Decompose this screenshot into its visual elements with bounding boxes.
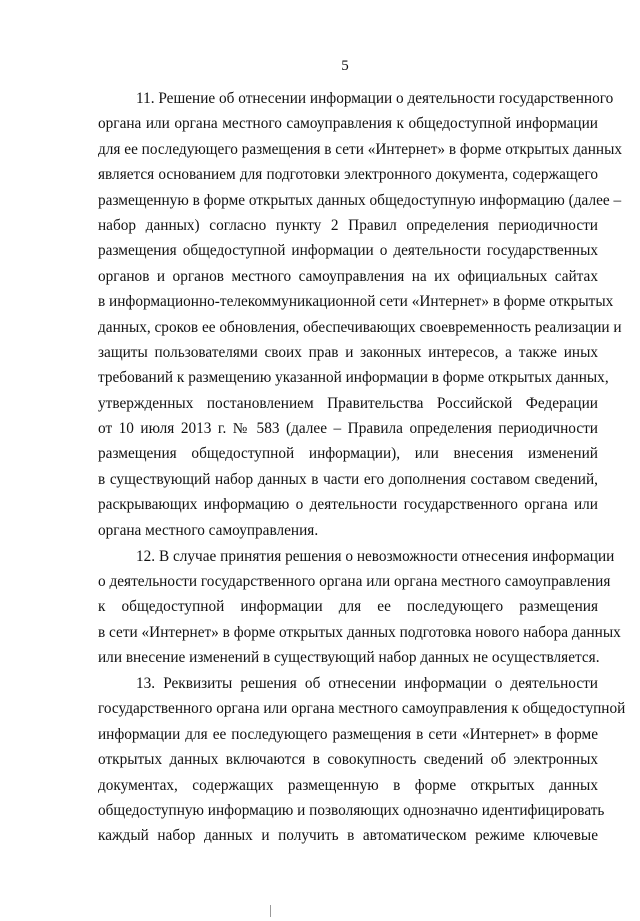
text-line: общедоступную информацию и позволяющих однозначно идентифицировать — [98, 801, 605, 819]
text-line: о деятельности государственного органа или органа местного самоуправления — [98, 572, 611, 590]
text-line: в информационно-телекоммуникационной сети «Интернет» в форме открытых — [98, 293, 614, 311]
text-line: документах, содержащих размещенную в форме открытых данных — [98, 776, 598, 794]
paragraph — [98, 86, 622, 543]
text-line: в сети «Интернет» в форме открытых данных подготовка нового набора данных — [98, 623, 621, 641]
text-line: является основанием для подготовки электронного документа, содержащего — [98, 166, 598, 184]
text-line: открытых данных включаются в совокупность сведений об электронных — [98, 751, 598, 769]
document-body — [98, 86, 626, 849]
text-line: для ее последующего размещения в сети «Интернет» в форме открытых данных — [98, 140, 622, 158]
text-line: данных, сроков ее обновления, обеспечивающих своевременность реализации и — [98, 318, 622, 336]
text-line: 13. Реквизиты решения об отнесении информации о деятельности — [136, 674, 598, 692]
page-number: 5 — [341, 58, 349, 74]
text-line: органов и органов местного самоуправления на их официальных сайтах — [98, 267, 598, 285]
text-line: органа местного самоуправления. — [98, 521, 319, 539]
text-line: требований к размещению указанной информации в форме открытых данных, — [98, 369, 609, 387]
text-line: государственного органа или органа местного самоуправления к общедоступной — [98, 700, 626, 718]
paragraph — [98, 544, 621, 671]
text-line: размещения общедоступной информации), или внесения изменений — [98, 445, 598, 463]
text-line: размещения общедоступной информации о деятельности государственных — [98, 242, 598, 260]
text-line: каждый набор данных и получить в автоматическом режиме ключевые — [98, 827, 598, 845]
text-line: 12. В случае принятия решения о невозможности отнесения информации — [136, 547, 615, 565]
text-line: к общедоступной информации для ее последующего размещения — [98, 598, 598, 616]
text-line: размещенную в форме открытых данных общедоступную информацию (далее – — [98, 191, 622, 209]
text-line: набор данных) согласно пункту 2 Правил определения периодичности — [98, 216, 598, 234]
text-line: в существующий набор данных в части его дополнения составом сведений, — [98, 470, 598, 488]
scan-artifact — [270, 905, 271, 917]
text-line: раскрывающих информацию о деятельности государственного органа или — [98, 496, 598, 514]
text-line: 11. Решение об отнесении информации о деятельности государственного — [136, 90, 614, 107]
paragraph — [98, 671, 626, 849]
text-line: от 10 июля 2013 г. № 583 (далее – Правила определения периодичности — [98, 420, 598, 438]
text-line: утвержденных постановлением Правительства Российской Федерации — [98, 394, 598, 412]
text-line: органа или органа местного самоуправления к общедоступной информации — [98, 115, 598, 133]
text-line: или внесение изменений в существующий набор данных не осуществляется. — [98, 649, 600, 667]
text-line: информации для ее последующего размещения в сети «Интернет» в форме — [98, 725, 598, 743]
text-line: защиты пользователями своих прав и законных интересов, а также иных — [98, 343, 598, 361]
